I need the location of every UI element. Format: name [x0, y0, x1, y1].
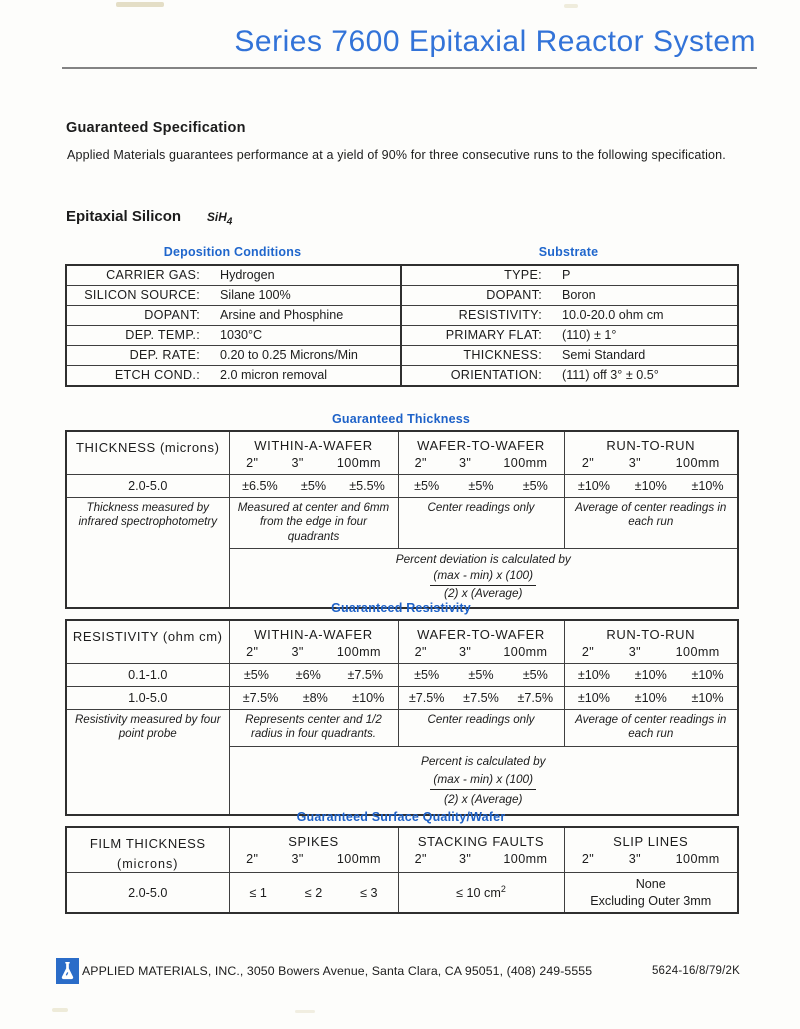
notes-row — [66, 710, 738, 747]
range-cell: 2.0-5.0 — [66, 873, 229, 914]
surface-quality-table — [65, 826, 739, 914]
deposition-value: Hydrogen — [211, 265, 401, 286]
guaranteed-surface-quality-heading: Guaranteed Surface Quality/Wafer — [296, 810, 506, 824]
stacking-faults-cell: ≤ 10 $cm^2$ — [398, 873, 564, 914]
wafer-sizes: 2" 3" 100mm — [414, 852, 548, 866]
substrate-value: (111) off 3° ± 0.5° — [553, 366, 738, 387]
guaranteed-thickness-heading: Guaranteed Thickness — [331, 412, 471, 426]
group-header: RUN-TO-RUN 2" 3" 100mm — [564, 620, 738, 664]
company-address: APPLIED MATERIALS, INC., 3050 Bowers Avenue, Santa Clara, CA 95051, (408) 249-5555 — [82, 964, 593, 978]
table-row — [66, 265, 738, 286]
formula-numerator: (max - min) x (100) — [430, 772, 536, 790]
table-row — [66, 366, 738, 387]
substrate-value: Boron — [553, 286, 738, 306]
slip-lines-cell: None Excluding Outer 3mm — [564, 873, 738, 914]
header-row — [66, 431, 738, 475]
spikes-cell: ≤ 1 ≤ 2 ≤ 3 — [229, 873, 398, 914]
values-cell: ±10% ±10% ±10% — [564, 664, 738, 687]
deposition-value: Arsine and Phosphine — [211, 306, 401, 326]
wafer-sizes: 2" 3" 100mm — [246, 456, 381, 470]
scan-smudge — [52, 1008, 68, 1012]
deposition-label: SILICON SOURCE: — [66, 286, 211, 306]
range-cell: 2.0-5.0 — [66, 475, 229, 498]
deposition-value: 1030°C — [211, 326, 401, 346]
conditions-headings — [65, 245, 737, 259]
scan-smudge — [116, 2, 164, 7]
values-cell: ±10% ±10% ±10% — [564, 475, 738, 498]
group-header: WITHIN-A-WAFER 2" 3" 100mm — [229, 431, 398, 475]
deposition-label: DEP. RATE: — [66, 346, 211, 366]
substrate-label: RESISTIVITY: — [401, 306, 553, 326]
resistivity-row-header: RESISTIVITY (ohm cm) — [66, 620, 229, 664]
deposition-label: ETCH COND.: — [66, 366, 211, 387]
measurement-note: Average of center readings in each run — [564, 710, 738, 747]
deposition-conditions-heading: Deposition Conditions — [163, 245, 302, 259]
group-header: WITHIN-A-WAFER 2" 3" 100mm — [229, 620, 398, 664]
deposition-label: CARRIER GAS: — [66, 265, 211, 286]
range-cell: 0.1-1.0 — [66, 664, 229, 687]
wafer-sizes: 2" 3" 100mm — [414, 645, 548, 659]
substrate-value: P — [553, 265, 738, 286]
wafer-sizes: 2" 3" 100mm — [414, 456, 548, 470]
notes-row — [66, 498, 738, 549]
measurement-note: Thickness measured by infrared spectrophotometry — [66, 498, 229, 609]
intro-paragraph: Applied Materials guarantees performance at a yield of 90% for three consecutive runs to the following specification. — [67, 148, 726, 162]
values-cell: ±10% ±10% ±10% — [564, 687, 738, 710]
group-header: WAFER-TO-WAFER 2" 3" 100mm — [398, 431, 564, 475]
substrate-label: PRIMARY FLAT: — [401, 326, 553, 346]
guaranteed-resistivity-heading: Guaranteed Resistivity — [331, 601, 471, 615]
measurement-note: Represents center and 1/2 radius in four quadrants. — [229, 710, 398, 747]
values-cell: ±6.5% ±5% ±5.5% — [229, 475, 398, 498]
deposition-value: 0.20 to 0.25 Microns/Min — [211, 346, 401, 366]
scan-smudge — [564, 4, 578, 8]
substrate-label: DOPANT: — [401, 286, 553, 306]
values-cell: ±5% ±5% ±5% — [398, 664, 564, 687]
deposition-label: DEP. TEMP.: — [66, 326, 211, 346]
group-header: STACKING FAULTS 2" 3" 100mm — [398, 827, 564, 873]
table-row — [66, 326, 738, 346]
table-row — [66, 306, 738, 326]
resistivity-table — [65, 619, 739, 816]
measurement-note: Resistivity measured by four point probe — [66, 710, 229, 815]
table-row — [66, 475, 738, 498]
table-row — [66, 687, 738, 710]
substrate-label: TYPE: — [401, 265, 553, 286]
measurement-note: Center readings only — [398, 710, 564, 747]
measurement-note: Measured at center and 6mm from the edge in four quadrants — [229, 498, 398, 549]
measurement-note: Center readings only — [398, 498, 564, 549]
range-cell: 1.0-5.0 — [66, 687, 229, 710]
guaranteed-specification-heading: Guaranteed Specification — [66, 120, 246, 136]
substrate-value: 10.0-20.0 ohm cm — [553, 306, 738, 326]
product-name: Epitaxial Silicon — [66, 208, 182, 225]
deposition-substrate-table — [65, 264, 739, 387]
wafer-sizes: 2" 3" 100mm — [246, 645, 381, 659]
substrate-heading: Substrate — [538, 245, 599, 259]
thickness-table — [65, 430, 739, 609]
wafer-sizes: 2" 3" 100mm — [246, 852, 381, 866]
deposition-value: 2.0 micron removal — [211, 366, 401, 387]
table-row — [66, 873, 738, 914]
wafer-sizes: 2" 3" 100mm — [581, 456, 720, 470]
chemical-formula: SiH$_4$ — [207, 210, 233, 228]
table-row — [66, 286, 738, 306]
thickness-row-header: THICKNESS (microns) — [66, 431, 229, 475]
scan-smudge — [295, 1010, 315, 1013]
values-cell: ±5% ±6% ±7.5% — [229, 664, 398, 687]
deposition-label: DOPANT: — [66, 306, 211, 326]
formula-cell: Percent deviation is calculated by (max - min) x (100) (2) x (Average) — [229, 549, 738, 608]
formula-cell: Percent is calculated by (max - min) x (100) (2) x (Average) — [229, 746, 738, 814]
substrate-label: THICKNESS: — [401, 346, 553, 366]
product-heading — [66, 208, 232, 227]
group-header: WAFER-TO-WAFER 2" 3" 100mm — [398, 620, 564, 664]
substrate-label: ORIENTATION: — [401, 366, 553, 387]
film-thickness-row-header: FILM THICKNESS (microns) — [66, 827, 229, 873]
deposition-value: Silane 100% — [211, 286, 401, 306]
group-header: RUN-TO-RUN 2" 3" 100mm — [564, 431, 738, 475]
substrate-value: Semi Standard — [553, 346, 738, 366]
measurement-note: Average of center readings in each run — [564, 498, 738, 549]
values-cell: ±5% ±5% ±5% — [398, 475, 564, 498]
table-row — [66, 346, 738, 366]
formula-denominator: (2) x (Average) — [444, 791, 523, 806]
substrate-value: (110) ± 1° — [553, 326, 738, 346]
wafer-sizes: 2" 3" 100mm — [581, 645, 720, 659]
document-code: 5624-16/8/79/2K — [651, 965, 740, 977]
table-row — [66, 664, 738, 687]
formula-numerator: (max - min) x (100) — [430, 568, 536, 586]
header-row — [66, 620, 738, 664]
title-rule — [62, 67, 757, 69]
group-header: SPIKES 2" 3" 100mm — [229, 827, 398, 873]
group-header: SLIP LINES 2" 3" 100mm — [564, 827, 738, 873]
formula-denominator: (2) x (Average) — [444, 586, 523, 601]
wafer-sizes: 2" 3" 100mm — [581, 852, 720, 866]
page-title: Series 7600 Epitaxial Reactor System — [234, 25, 756, 58]
values-cell: ±7.5% ±7.5% ±7.5% — [398, 687, 564, 710]
applied-materials-flask-logo-icon — [56, 958, 79, 984]
header-row — [66, 827, 738, 873]
values-cell: ±7.5% ±8% ±10% — [229, 687, 398, 710]
footer — [56, 958, 740, 984]
